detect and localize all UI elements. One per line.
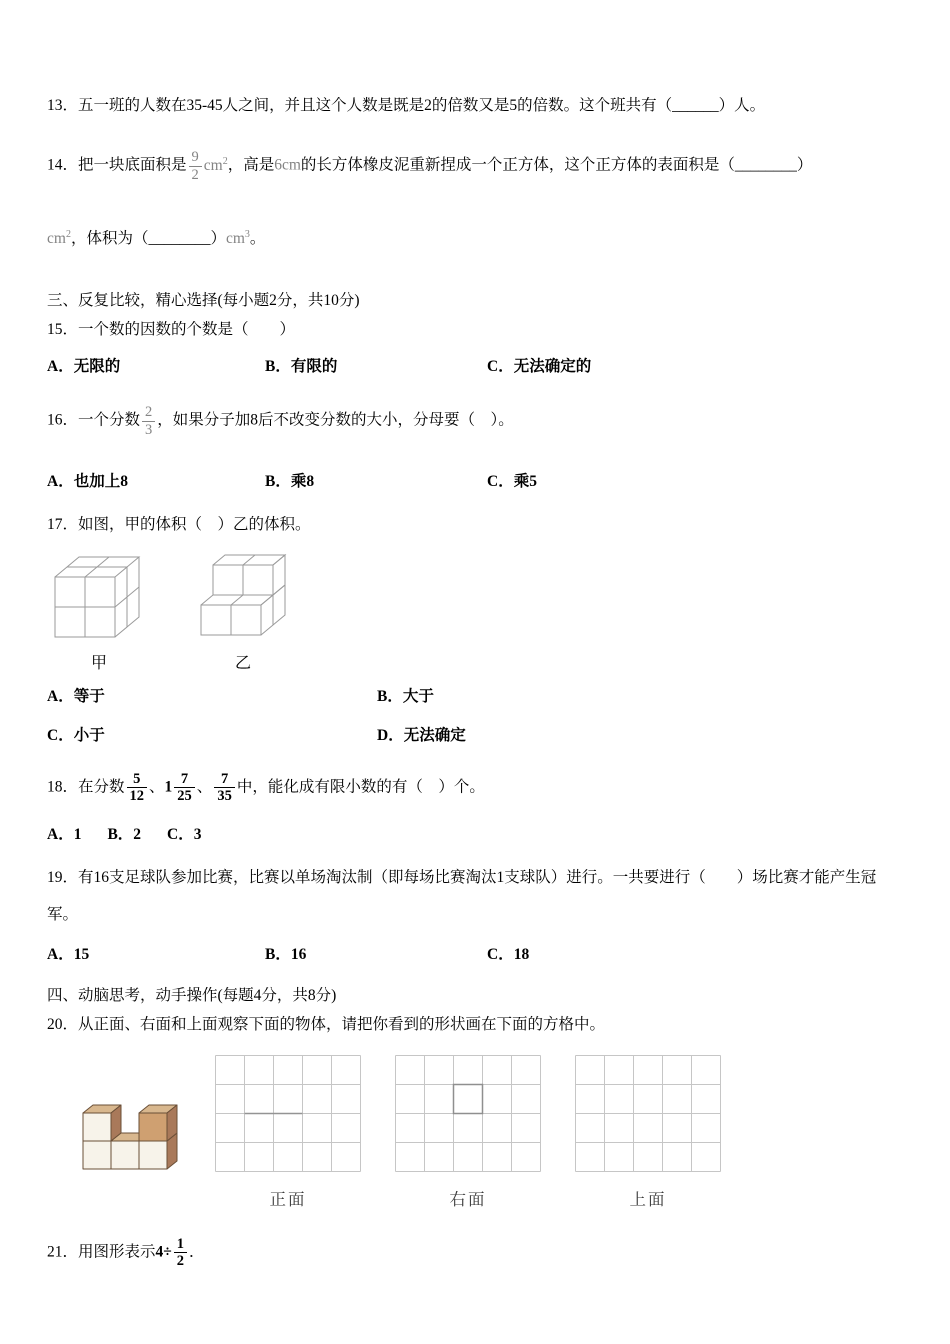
q21-text-2: ．: [189, 1243, 205, 1261]
q15-option-b: B．有限的: [265, 357, 338, 375]
q21-frac-denominator: 2: [176, 1253, 185, 1270]
grid-front: [215, 1055, 361, 1172]
question-16: [47, 404, 903, 438]
q18-frac2-denominator: 25: [177, 788, 192, 805]
q18-fraction-7-35: [214, 771, 235, 805]
q13-number: 13．: [47, 97, 79, 114]
question-14-line2: [47, 225, 903, 252]
section-3-heading: [47, 287, 903, 314]
q16-frac-denominator: 3: [145, 421, 153, 438]
q14-unit-sup-a: 2: [222, 155, 228, 167]
q16-fraction-2-3: [142, 404, 155, 438]
q16-text-1: 一个分数: [78, 411, 141, 429]
q14-unit-sup-c: 3: [244, 229, 250, 241]
q18-fraction-7-25: [174, 771, 195, 805]
q21-text-1: 用图形表示: [78, 1243, 156, 1261]
q20-figure-row: [49, 1055, 903, 1210]
q18-frac3-denominator: 35: [217, 788, 232, 805]
q16-option-c: C．乘5: [487, 473, 537, 491]
q20-label-right: 右面: [449, 1189, 487, 1209]
q18-option-a: A．1: [47, 826, 82, 844]
question-13: [47, 92, 903, 119]
q15-text: 一个数的因数的个数是（ ）: [78, 320, 296, 338]
q17-option-c: C．小于: [47, 726, 105, 744]
cube-figure-yi: [193, 549, 293, 645]
q18-separator-1: 、: [149, 778, 165, 796]
q14-unit-cm-c: cm: [225, 230, 245, 248]
q21-number: 21．: [47, 1243, 79, 1261]
block-cube-top-left: [83, 1105, 121, 1141]
q19-option-a: A．15: [47, 946, 90, 964]
q14-text-1: 把一块底面积是: [78, 156, 187, 174]
q14-unit-sup-b: 2: [65, 229, 71, 241]
q18-text-2: 中，能化成有限小数的有（ ）个。: [236, 778, 485, 796]
section-4-heading: [47, 982, 903, 1009]
q18-frac1-denominator: 12: [129, 788, 145, 805]
q14-unit-cm-b: cm: [47, 230, 66, 248]
question-18: [47, 771, 903, 805]
q18-separator-2: 、: [196, 778, 213, 796]
q18-number: 18．: [47, 778, 79, 796]
section-3-title: 三、反复比较，精心选择(每小题2分，共10分): [47, 291, 360, 309]
q17-option-d: D．无法确定: [377, 726, 466, 744]
q17-figure-yi: [193, 549, 293, 673]
q17-figures: [47, 545, 903, 673]
q18-text-1: 在分数: [78, 778, 125, 796]
q14-text-4: ，体积为（________）: [70, 230, 226, 248]
q20-grid-right-box: [395, 1055, 541, 1210]
q17-text: 如图，甲的体积（ ）乙的体积。: [78, 516, 311, 534]
q15-option-c: C．无法确定的: [487, 357, 592, 375]
q15-number: 15．: [47, 320, 79, 338]
q17-label-jia: 甲: [90, 654, 107, 672]
block-cube-top-right: [139, 1105, 177, 1141]
q17-number: 17．: [47, 516, 79, 534]
q14-text-5: 。: [249, 230, 266, 248]
q16-options: [47, 468, 903, 495]
q13-text: 五一班的人数在35-45人之间，并且这个人数是既是2的倍数又是5的倍数。这个班共有（______）人。: [78, 97, 766, 114]
q18-options: [47, 821, 903, 848]
q20-text: 从正面、右面和上面观察下面的物体，请把你看到的形状画在下面的方格中。: [78, 1016, 606, 1034]
q14-number: 14．: [47, 156, 79, 174]
q18-option-c: C．3: [167, 826, 202, 844]
q14-unit-cm2-a: [204, 157, 228, 174]
question-19: [47, 860, 903, 933]
q14-frac-numerator: 9: [189, 149, 202, 167]
q19-text: 有16支足球队参加比赛，比赛以单场淘汰制（即每场比赛淘汰1支球队）进行。一共要进行（ ）场比赛才能产生冠军。: [47, 869, 877, 923]
q15-option-a: A．无限的: [47, 357, 121, 375]
q19-option-c: C．18: [487, 946, 530, 964]
q17-option-b: B．大于: [377, 687, 434, 705]
q21-expression: 4÷: [155, 1243, 172, 1261]
q16-frac-numerator: 2: [142, 404, 155, 422]
q18-frac3-numerator: 7: [214, 771, 235, 789]
q16-number: 16．: [47, 411, 79, 429]
q18-mixed-whole: 1: [164, 778, 173, 796]
q14-height-value: 6cm: [274, 156, 301, 174]
q20-label-top: 上面: [629, 1189, 667, 1209]
q18-option-b: B．2: [107, 826, 142, 844]
q18-fraction-5-12: [127, 771, 148, 805]
q18-frac1-numerator: 5: [127, 771, 148, 789]
q21-fraction-1-2: [174, 1236, 187, 1270]
q14-frac-denominator: 2: [191, 166, 199, 183]
q20-label-front: 正面: [269, 1189, 307, 1209]
question-17: [47, 511, 903, 538]
cube-figure-jia: [47, 545, 151, 645]
question-20: [47, 1011, 903, 1038]
q19-number: 19．: [47, 869, 79, 887]
q14-unit-cm3: [226, 230, 250, 247]
q14-text-2: ，高是: [227, 156, 275, 174]
q14-fraction-9-2: [189, 149, 202, 183]
q17-options-row2: [47, 722, 903, 749]
q20-number: 20．: [47, 1016, 79, 1034]
q17-figure-jia: [47, 545, 151, 673]
q18-frac2-numerator: 7: [174, 771, 195, 789]
q17-label-yi: 乙: [234, 654, 251, 672]
q14-unit-cm-a: cm: [203, 156, 223, 174]
question-21: [47, 1236, 903, 1270]
question-15: [47, 316, 903, 343]
section-4-title: 四、动脑思考，动手操作(每题4分，共8分): [47, 987, 337, 1005]
q17-options-row1: [47, 683, 903, 710]
q16-option-b: B．乘8: [265, 473, 315, 491]
q16-option-a: A．也加上8: [47, 473, 128, 491]
grid-right: [395, 1055, 541, 1172]
q19-options: [47, 941, 903, 968]
q17-option-a: A．等于: [47, 687, 105, 705]
q21-frac-numerator: 1: [174, 1236, 187, 1254]
q15-options: [47, 353, 903, 380]
q20-blocks-wrap: [77, 1057, 187, 1184]
grid-right-dark-cell: [454, 1084, 483, 1113]
q20-grid-top-box: [575, 1055, 721, 1210]
q14-text-3: 的长方体橡皮泥重新捏成一个正方体，这个正方体的表面积是（________）: [300, 156, 813, 174]
q14-unit-cm2-b: [47, 230, 71, 247]
question-14-line1: [47, 149, 903, 183]
blocks-3d-figure: [77, 1057, 187, 1179]
q20-grid-front-box: [215, 1055, 361, 1210]
q19-option-b: B．16: [265, 946, 307, 964]
q16-text-2: ，如果分子加8后不改变分数的大小，分母要（ ）。: [157, 411, 514, 429]
grid-top: [575, 1055, 721, 1172]
